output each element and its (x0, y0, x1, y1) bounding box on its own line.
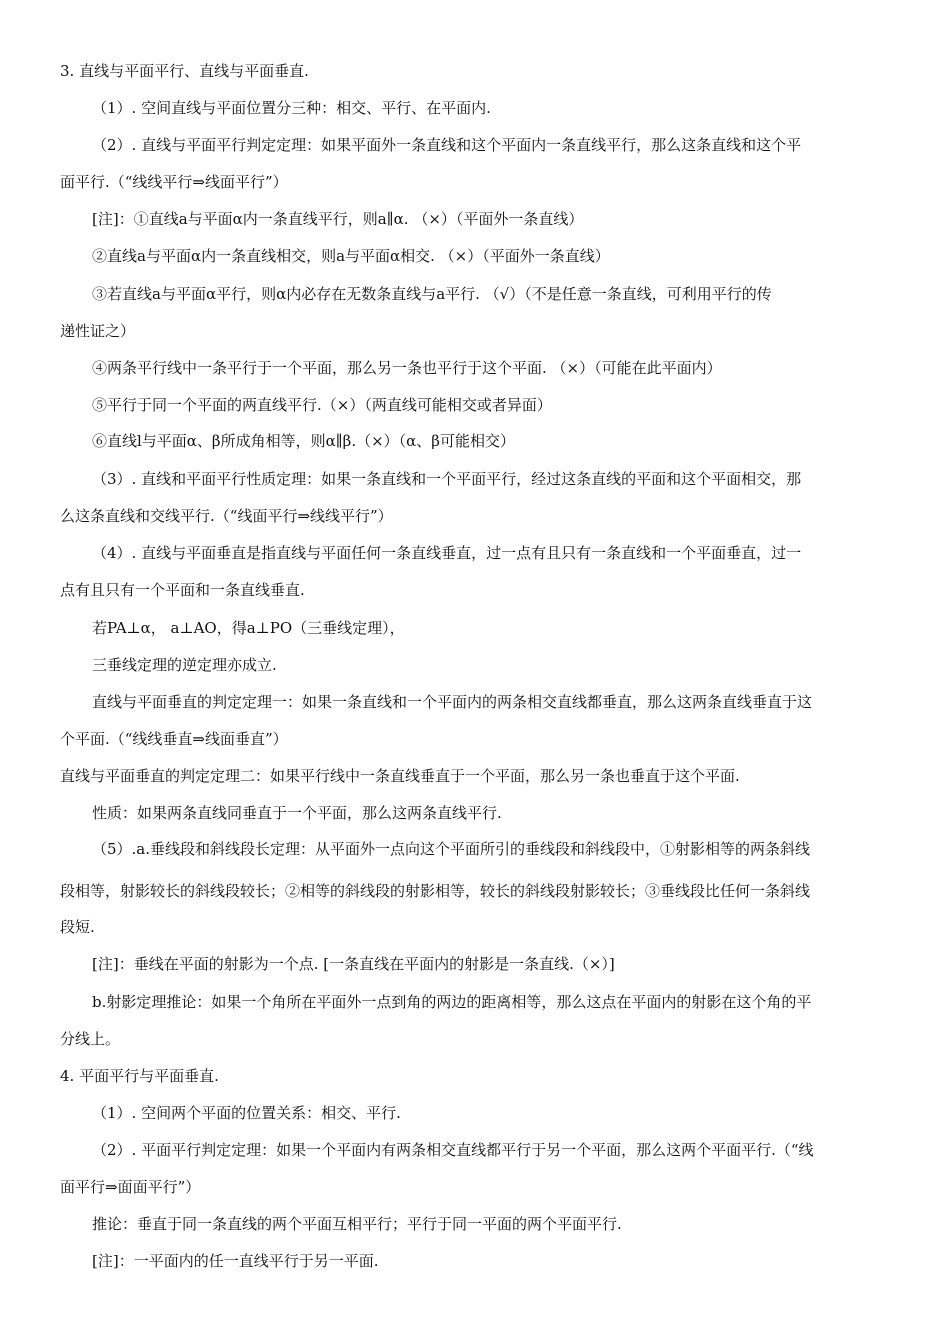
paragraph-line: 面平行.（“线线平行⇒线面平行”） (60, 173, 288, 191)
paragraph-line: 三垂线定理的逆定理亦成立. (92, 656, 277, 674)
paragraph-line: （1）. 空间直线与平面位置分三种：相交、平行、在平面内. (92, 99, 491, 117)
note-line: ④两条平行线中一条平行于一个平面，那么另一条也平行于这个平面. （×）（可能在此平面内） (92, 359, 722, 377)
note-line: ⑥直线l与平面α、β所成角相等，则α∥β.（×）（α、β可能相交） (92, 432, 515, 450)
paragraph-line: 推论：垂直于同一条直线的两个平面互相平行；平行于同一平面的两个平面平行. (92, 1215, 622, 1233)
note-line: ②直线a与平面α内一条直线相交，则a与平面α相交. （×）（平面外一条直线） (92, 247, 610, 265)
note-line: [注]：垂线在平面的射影为一个点. [一条直线在平面内的射影是一条直线.（×）] (92, 955, 615, 973)
note-line: ⑤平行于同一个平面的两直线平行.（×）（两直线可能相交或者异面） (92, 396, 552, 414)
paragraph-line: 么这条直线和交线平行.（“线面平行⇒线线平行”） (60, 507, 393, 525)
note-line: [注]：一平面内的任一直线平行于另一平面. (92, 1252, 379, 1270)
paragraph-line: 性质：如果两条直线同垂直于一个平面，那么这两条直线平行. (92, 804, 502, 822)
paragraph-line: （5）.a.垂线段和斜线段长定理：从平面外一点向这个平面所引的垂线段和斜线段中，①射影相等的两条斜线 (92, 840, 811, 858)
paragraph-line: （2）. 平面平行判定定理：如果一个平面内有两条相交直线都平行于另一个平面，那么这两个平面平行.（“线 (92, 1141, 814, 1159)
paragraph-line: 直线与平面垂直的判定定理一：如果一条直线和一个平面内的两条相交直线都垂直，那么这两条直线垂直于这 (92, 693, 813, 711)
paragraph-line: （2）. 直线与平面平行判定定理：如果平面外一条直线和这个平面内一条直线平行，那么这条直线和这个平 (92, 136, 802, 154)
paragraph-line: 点有且只有一个平面和一条直线垂直. (60, 581, 305, 599)
paragraph-line: 分线上。 (60, 1030, 121, 1048)
section-3-heading: 3. 直线与平面平行、直线与平面垂直. (60, 62, 309, 80)
paragraph-line: 段相等，射影较长的斜线段较长；②相等的斜线段的射影相等，较长的斜线段射影较长；③垂线段比任何一条斜线 (60, 882, 811, 900)
paragraph-line: （1）. 空间两个平面的位置关系：相交、平行. (92, 1104, 401, 1122)
paragraph-line: 面平行⇒面面平行”） (60, 1178, 201, 1196)
note-line: ③若直线a与平面α平行，则α内必存在无数条直线与a平行. （√）（不是任意一条直线，可利用平行的传 (92, 285, 772, 303)
paragraph-line: 段短. (60, 918, 95, 936)
paragraph-line: 个平面.（“线线垂直⇒线面垂直”） (60, 730, 288, 748)
section-4-heading: 4. 平面平行与平面垂直. (60, 1067, 219, 1085)
paragraph-line: （3）. 直线和平面平行性质定理：如果一条直线和一个平面平行，经过这条直线的平面和这个平面相交，那 (92, 470, 802, 488)
note-line: 递性证之） (60, 322, 136, 340)
paragraph-line: （4）. 直线与平面垂直是指直线与平面任何一条直线垂直，过一点有且只有一条直线和一个平面垂直，过一 (92, 544, 802, 562)
paragraph-line: 直线与平面垂直的判定定理二：如果平行线中一条直线垂直于一个平面，那么另一条也垂直于这个平面. (60, 767, 740, 785)
note-line: [注]：①直线a与平面α内一条直线平行，则a∥α. （×）（平面外一条直线） (92, 210, 584, 228)
paragraph-line: b.射影定理推论：如果一个角所在平面外一点到角的两边的距离相等，那么这点在平面内的射影在这个角的平 (92, 993, 812, 1011)
formula-line: 若PA⊥α， a⊥AO，得a⊥PO（三垂线定理）， (92, 619, 405, 637)
